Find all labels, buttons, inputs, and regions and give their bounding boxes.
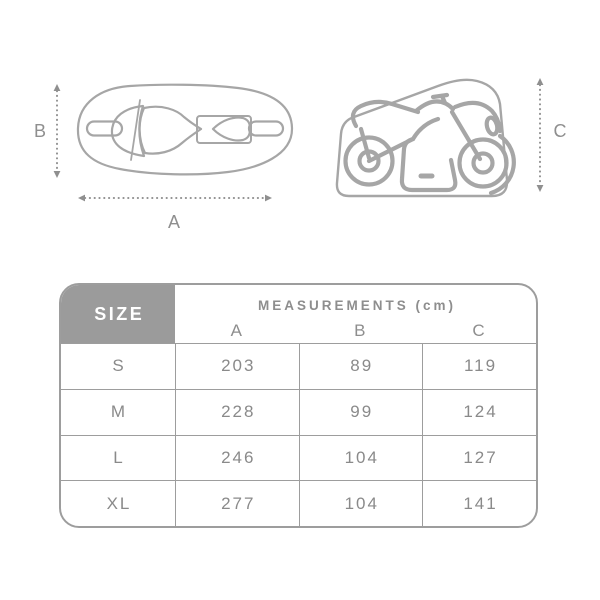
value-cell: 124 (422, 389, 536, 435)
height-arrow (537, 78, 567, 192)
measurements-header: MEASUREMENTS (cm) (257, 297, 456, 313)
arrowhead-left-icon (78, 195, 85, 202)
length-label: A (167, 212, 181, 232)
value-cell: 104 (299, 435, 423, 481)
size-table (59, 283, 538, 528)
height-label: C (553, 121, 567, 141)
arrowhead-down-icon (54, 171, 61, 178)
value-cell: 141 (422, 480, 536, 526)
length-arrow (78, 195, 272, 232)
top-view-diagram (78, 85, 292, 175)
measurements-header-group (175, 285, 536, 343)
value-cell: 119 (422, 343, 536, 389)
arrowhead-right-icon (265, 195, 272, 202)
column-header-a: A (230, 320, 243, 340)
column-header-b: B (354, 320, 367, 340)
value-cell: 127 (422, 435, 536, 481)
column-header-c: C (472, 320, 486, 340)
value-cell: 277 (175, 480, 299, 526)
motorcycle-top-icon (87, 100, 283, 160)
width-label: B (33, 121, 47, 141)
value-cell: 228 (175, 389, 299, 435)
value-cell: 89 (299, 343, 423, 389)
size-column-header: SIZE (61, 285, 175, 343)
size-cell: M (61, 389, 175, 435)
width-arrow (34, 84, 60, 178)
value-cell: 246 (175, 435, 299, 481)
size-cell: L (61, 435, 175, 481)
cover-outline-top-icon (78, 85, 292, 175)
arrowhead-up-icon (537, 78, 544, 85)
arrowhead-up-icon (54, 84, 61, 91)
value-cell: 104 (299, 480, 423, 526)
measurement-column-headers (175, 318, 536, 343)
size-cell: XL (61, 480, 175, 526)
value-cell: 203 (175, 343, 299, 389)
measurement-diagrams (0, 0, 600, 275)
size-cell: S (61, 343, 175, 389)
arrowhead-down-icon (537, 185, 544, 192)
side-view-diagram (337, 80, 514, 196)
value-cell: 99 (299, 389, 423, 435)
